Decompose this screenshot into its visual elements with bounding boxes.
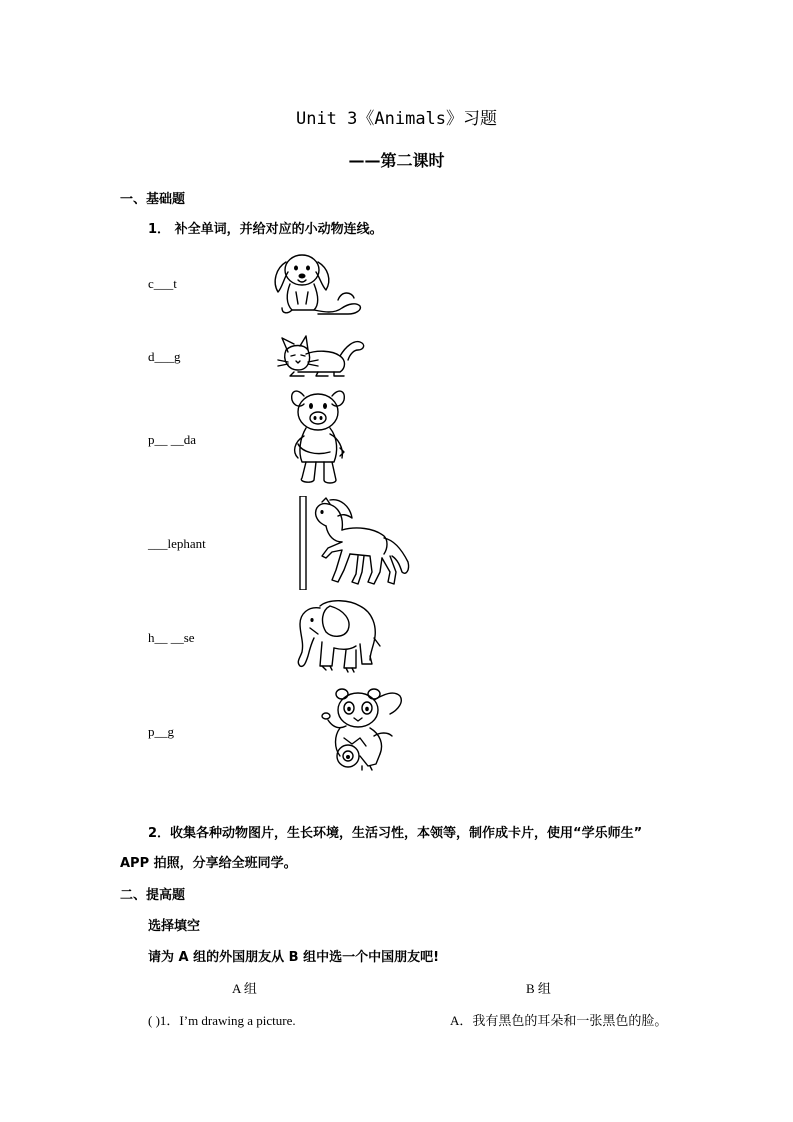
group-a-label: A 组 bbox=[232, 981, 257, 996]
q2-line2: APP 拍照，分享给全班同学。 bbox=[120, 856, 297, 871]
pig-icon bbox=[286, 386, 352, 490]
page-subtitle: ——第二课时 bbox=[348, 151, 445, 170]
panda-icon bbox=[318, 686, 408, 772]
word-panda: p__ __da bbox=[148, 432, 197, 447]
cat-icon bbox=[276, 330, 368, 378]
page-title: Unit 3《Animals》习题 bbox=[295, 109, 498, 129]
match-right-1: A．我有黑色的耳朵和一张黑色的脸。 bbox=[450, 1013, 668, 1028]
word-pig: p__g bbox=[148, 724, 174, 739]
section1-heading: 一、基础题 bbox=[120, 192, 186, 207]
word-horse: h__ __se bbox=[148, 630, 195, 645]
word-cat: c___t bbox=[148, 276, 177, 291]
section2-instruction: 请为 A 组的外国朋友从 B 组中选一个中国朋友吧! bbox=[148, 950, 440, 965]
word-elephant: ___lephant bbox=[148, 536, 206, 551]
elephant-icon bbox=[290, 598, 382, 674]
horse-icon bbox=[298, 496, 416, 590]
q1-prompt: 1． 补全单词，并给对应的小动物连线。 bbox=[148, 222, 383, 237]
dog-icon bbox=[268, 248, 366, 318]
q2-line1: 2．收集各种动物图片，生长环境，生活习性，本领等，制作成卡片，使用“学乐师生” bbox=[148, 826, 643, 841]
word-dog: d___g bbox=[148, 349, 181, 364]
group-b-label: B 组 bbox=[526, 981, 551, 996]
section2-heading: 二、提高题 bbox=[120, 888, 186, 903]
section2-sub: 选择填空 bbox=[148, 919, 201, 934]
match-left-1: ( )1．I’m drawing a picture. bbox=[148, 1013, 296, 1028]
